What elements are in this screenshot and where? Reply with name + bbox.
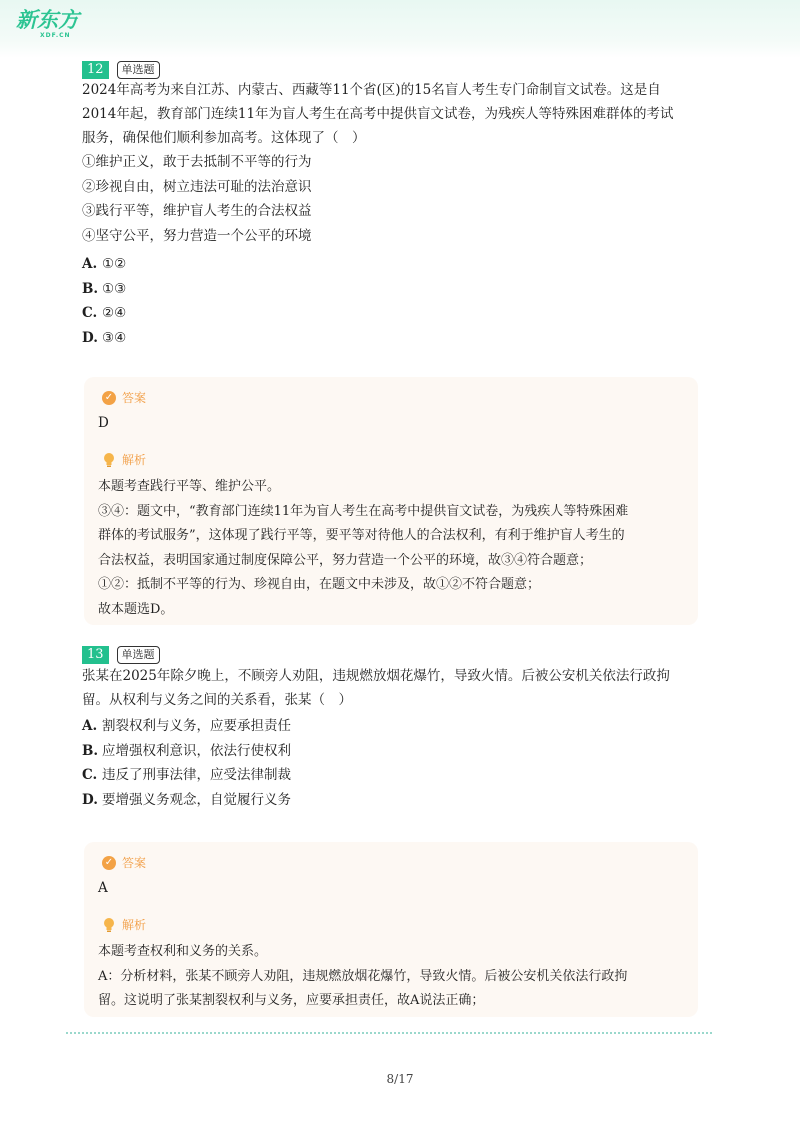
question-number: 12 bbox=[82, 61, 109, 79]
question-type-badge: 单选题 bbox=[117, 61, 160, 79]
option-text: ②④ bbox=[102, 305, 127, 321]
option-text: ①② bbox=[102, 256, 127, 272]
question-type-badge: 单选题 bbox=[117, 646, 160, 664]
stem-line: 留。从权利与义务之间的关系看，张某（ ） bbox=[82, 692, 352, 708]
statement: ①维护正义，敢于去抵制不平等的行为 bbox=[82, 154, 312, 170]
option-label: A. bbox=[82, 256, 98, 272]
question-12-answer-box bbox=[84, 377, 698, 625]
option-d[interactable] bbox=[82, 788, 291, 813]
option-b[interactable] bbox=[82, 739, 291, 764]
statement: ②珍视自由，树立违法可耻的法治意识 bbox=[82, 178, 312, 195]
explain-line: ①②：抵制不平等的行为、珍视自由，在题文中未涉及，故①②不符合题意； bbox=[98, 577, 541, 592]
explain-line: 留。这说明了张某割裂权利与义务，应要承担责任，故A说法正确； bbox=[98, 993, 485, 1008]
answer-heading bbox=[102, 854, 146, 871]
stem-line: 2024年高考为来自江苏、内蒙古、西藏等11个省(区)的15名盲人考生专门命制盲文试卷。这是自 bbox=[82, 82, 661, 98]
question-13-header bbox=[82, 646, 160, 664]
logo-text: 新东方 bbox=[16, 8, 79, 32]
page-header bbox=[0, 0, 800, 58]
option-a[interactable] bbox=[82, 714, 291, 739]
lightbulb-icon bbox=[102, 917, 116, 933]
question-number: 13 bbox=[82, 646, 109, 664]
page-number: 8/17 bbox=[386, 1072, 414, 1086]
logo-subtext: XDF.CN bbox=[40, 32, 71, 39]
explanation-text bbox=[98, 475, 692, 622]
question-13-stem bbox=[82, 664, 722, 712]
check-circle-icon: ✓ bbox=[102, 391, 116, 405]
explain-title: 解析 bbox=[122, 918, 147, 932]
option-b[interactable] bbox=[82, 277, 126, 302]
lightbulb-icon bbox=[102, 452, 116, 468]
statement: ③践行平等，维护盲人考生的合法权益 bbox=[82, 203, 312, 219]
brand-logo bbox=[16, 8, 79, 39]
option-label: B. bbox=[82, 742, 99, 759]
question-12-header bbox=[82, 61, 160, 79]
explain-line: 合法权益，表明国家通过制度保障公平，努力营造一个公平的环境，故③④符合题意； bbox=[98, 552, 593, 568]
option-c[interactable] bbox=[82, 301, 126, 326]
option-label: B. bbox=[82, 280, 99, 297]
option-label: C. bbox=[82, 767, 98, 783]
answer-value: A bbox=[98, 880, 108, 896]
answer-title: 答案 bbox=[122, 391, 147, 405]
explain-line: ③④：题文中，“教育部门连续11年为盲人考生在高考中提供盲文试卷，为残疾人等特殊困难 bbox=[98, 503, 629, 519]
option-text: 要增强义务观念，自觉履行义务 bbox=[102, 791, 291, 808]
stem-line: 服务，确保他们顺利参加高考。这体现了（ ） bbox=[82, 130, 366, 146]
question-13-options bbox=[82, 714, 291, 812]
explanation-text bbox=[98, 940, 692, 1014]
option-label: D. bbox=[82, 329, 98, 346]
option-label: A. bbox=[82, 718, 98, 734]
option-text: ①③ bbox=[102, 280, 127, 297]
option-label: C. bbox=[82, 305, 98, 321]
explain-line: 本题考查权利和义务的关系。 bbox=[98, 944, 268, 959]
explain-line: 故本题选D。 bbox=[98, 601, 174, 617]
option-a[interactable] bbox=[82, 252, 126, 277]
option-d[interactable] bbox=[82, 326, 126, 351]
option-text: 应增强权利意识，依法行使权利 bbox=[102, 742, 291, 759]
option-text: 违反了刑事法律，应受法律制裁 bbox=[102, 767, 291, 783]
option-text: 割裂权利与义务，应要承担责任 bbox=[102, 718, 291, 734]
answer-title: 答案 bbox=[122, 856, 147, 870]
question-13-answer-box bbox=[84, 842, 698, 1017]
explain-line: 本题考查践行平等、维护公平。 bbox=[98, 479, 281, 494]
stem-line: 张某在2025年除夕晚上，不顾旁人劝阻，违规燃放烟花爆竹，导致火情。后被公安机关依法行政拘 bbox=[82, 668, 670, 684]
question-12-stem bbox=[82, 78, 722, 248]
stem-line: 2014年起，教育部门连续11年为盲人考生在高考中提供盲文试卷，为残疾人等特殊困难群体的考试 bbox=[82, 106, 674, 122]
section-divider bbox=[66, 1032, 712, 1034]
statement: ④坚守公平，努力营造一个公平的环境 bbox=[82, 227, 312, 244]
explain-line: A：分析材料，张某不顾旁人劝阻，违规燃放烟花爆竹，导致火情。后被公安机关依法行政拘 bbox=[98, 968, 628, 984]
option-label: D. bbox=[82, 791, 98, 808]
question-12-options bbox=[82, 252, 126, 350]
explain-line: 群体的考试服务”，这体现了践行平等，要平等对待他人的合法权利，有利于维护盲人考生的 bbox=[98, 528, 625, 543]
answer-heading bbox=[102, 389, 146, 406]
explain-title: 解析 bbox=[122, 453, 147, 467]
explain-heading bbox=[102, 451, 146, 468]
option-c[interactable] bbox=[82, 763, 291, 788]
answer-value: D bbox=[98, 415, 109, 431]
check-circle-icon: ✓ bbox=[102, 856, 116, 870]
explain-heading bbox=[102, 916, 146, 933]
option-text: ③④ bbox=[102, 329, 127, 346]
